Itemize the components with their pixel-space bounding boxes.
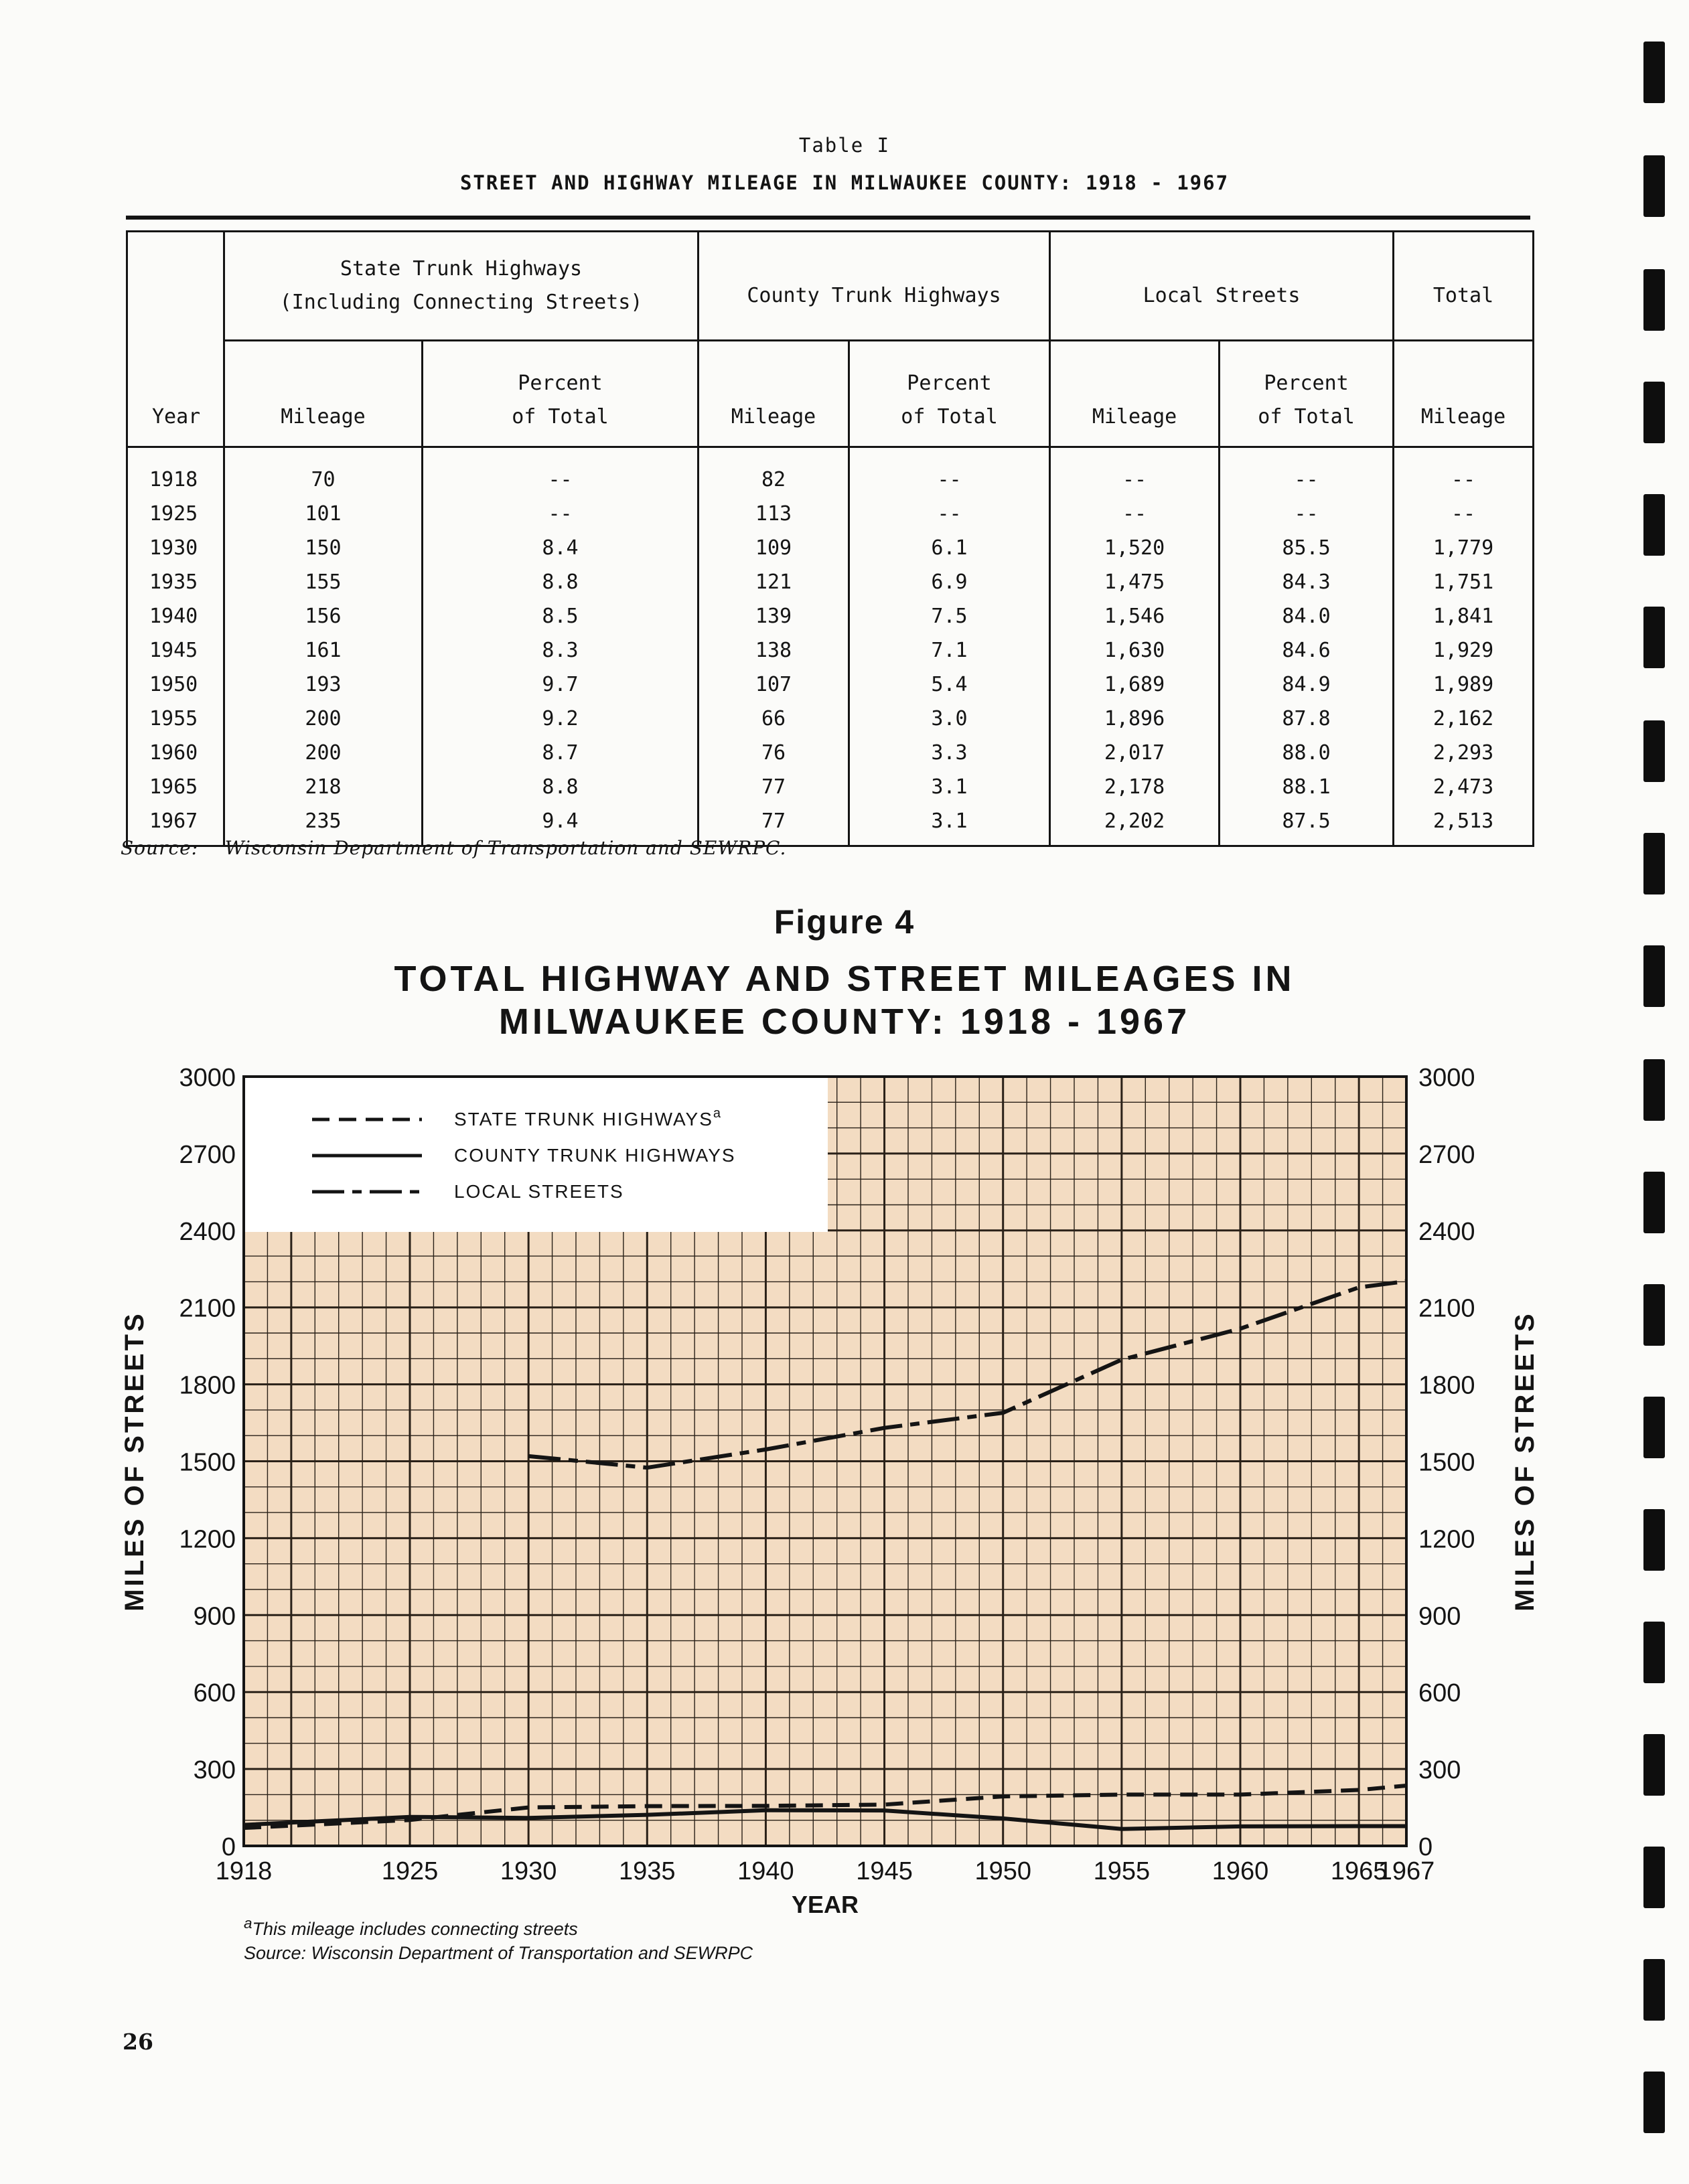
x-tick-label: 1940: [737, 1857, 794, 1885]
y-axis-title-right: MILES OF STREETS: [1510, 1311, 1540, 1612]
cell-local-mileage: --: [1050, 497, 1220, 531]
header-local-mileage: Mileage: [1050, 341, 1220, 447]
binder-hole: [1643, 2072, 1665, 2133]
cell-state-percent: --: [423, 447, 699, 497]
cell-state-mileage: 155: [224, 565, 423, 599]
y-tick-label-right: 2400: [1418, 1217, 1475, 1246]
binder-hole: [1643, 1959, 1665, 2021]
table-title: STREET AND HIGHWAY MILEAGE IN MILWAUKEE COUNTY: 1918 - 1967: [459, 171, 1230, 194]
binder-hole: [1643, 607, 1665, 668]
x-tick-label: 1950: [974, 1857, 1031, 1885]
cell-year: 1918: [127, 447, 224, 497]
cell-total-mileage: 1,929: [1394, 633, 1534, 668]
cell-state-mileage: 161: [224, 633, 423, 668]
cell-year: 1925: [127, 497, 224, 531]
cell-local-percent: 88.1: [1220, 770, 1394, 804]
cell-state-mileage: 101: [224, 497, 423, 531]
cell-local-percent: 84.0: [1220, 599, 1394, 633]
y-tick-label-right: 900: [1418, 1602, 1461, 1631]
binder-hole: [1643, 1622, 1665, 1683]
y-tick-label-left: 2700: [179, 1140, 236, 1169]
binder-hole: [1643, 945, 1665, 1007]
header-percent-line2: of Total: [512, 405, 609, 428]
y-tick-label-left: 300: [193, 1756, 236, 1785]
cell-total-mileage: --: [1394, 497, 1534, 531]
binder-hole: [1643, 1734, 1665, 1796]
cell-county-percent: 3.1: [849, 770, 1050, 804]
header-percent-line1: Percent: [518, 372, 603, 395]
y-tick-label-left: 1800: [179, 1371, 236, 1400]
cell-year: 1940: [127, 599, 224, 633]
header-local-streets: Local Streets: [1050, 232, 1394, 341]
cell-local-mileage: 1,546: [1050, 599, 1220, 633]
cell-county-percent: 3.1: [849, 804, 1050, 846]
cell-local-percent: 84.6: [1220, 633, 1394, 668]
cell-local-percent: --: [1220, 447, 1394, 497]
cell-state-percent: 9.7: [423, 668, 699, 702]
header-percent-line2: of Total: [901, 405, 998, 428]
table-number: Table I: [798, 134, 891, 157]
binder-hole: [1643, 42, 1665, 103]
cell-county-mileage: 76: [699, 736, 849, 770]
cell-state-percent: 8.8: [423, 770, 699, 804]
page-number: 26: [123, 2029, 153, 2055]
header-state-line2: (Including Connecting Streets): [279, 291, 643, 314]
cell-county-percent: --: [849, 447, 1050, 497]
x-tick-label: 1918: [215, 1857, 273, 1885]
cell-state-percent: 9.2: [423, 702, 699, 736]
cell-year: 1945: [127, 633, 224, 668]
header-percent-line2: of Total: [1258, 405, 1355, 428]
cell-state-percent: 8.7: [423, 736, 699, 770]
cell-state-mileage: 218: [224, 770, 423, 804]
legend-label: LOCAL STREETS: [454, 1181, 624, 1202]
y-tick-label-left: 1200: [179, 1525, 236, 1554]
cell-local-mileage: 1,520: [1050, 531, 1220, 565]
footnote-marker: a: [244, 1915, 252, 1932]
binder-hole: [1643, 1847, 1665, 1908]
cell-county-mileage: 82: [699, 447, 849, 497]
cell-local-mileage: --: [1050, 447, 1220, 497]
cell-local-mileage: 1,689: [1050, 668, 1220, 702]
cell-total-mileage: --: [1394, 447, 1534, 497]
cell-state-mileage: 156: [224, 599, 423, 633]
legend-label: COUNTY TRUNK HIGHWAYS: [454, 1145, 736, 1166]
binder-hole: [1643, 1284, 1665, 1346]
x-tick-label: 1945: [856, 1857, 913, 1885]
x-tick-label: 1930: [500, 1857, 557, 1885]
y-tick-label-right: 1800: [1418, 1371, 1475, 1400]
binder-hole: [1643, 833, 1665, 894]
x-tick-label: 1960: [1211, 1857, 1269, 1885]
x-tick-label: 1935: [619, 1857, 676, 1885]
cell-total-mileage: 1,841: [1394, 599, 1534, 633]
cell-local-mileage: 2,017: [1050, 736, 1220, 770]
cell-local-percent: 87.8: [1220, 702, 1394, 736]
cell-total-mileage: 1,989: [1394, 668, 1534, 702]
header-county-trunk-highways: County Trunk Highways: [699, 232, 1050, 341]
cell-local-percent: 87.5: [1220, 804, 1394, 846]
y-axis-title-left: MILES OF STREETS: [120, 1311, 149, 1612]
cell-local-mileage: 1,896: [1050, 702, 1220, 736]
x-tick-label: 1965: [1330, 1857, 1388, 1885]
cell-total-mileage: 1,779: [1394, 531, 1534, 565]
cell-state-mileage: 235: [224, 804, 423, 846]
y-tick-label-left: 600: [193, 1679, 236, 1708]
cell-local-mileage: 1,630: [1050, 633, 1220, 668]
header-percent-line1: Percent: [907, 372, 992, 395]
cell-state-percent: 8.4: [423, 531, 699, 565]
cell-local-percent: 84.9: [1220, 668, 1394, 702]
y-tick-label-right: 1200: [1418, 1525, 1475, 1554]
header-year: Year: [127, 232, 224, 447]
cell-county-mileage: 121: [699, 565, 849, 599]
y-tick-label-right: 2700: [1418, 1140, 1475, 1169]
cell-county-percent: 7.5: [849, 599, 1050, 633]
cell-county-mileage: 138: [699, 633, 849, 668]
cell-year: 1935: [127, 565, 224, 599]
header-state-mileage: Mileage: [224, 341, 423, 447]
header-percent-line1: Percent: [1264, 372, 1349, 395]
y-tick-label-right: 3000: [1418, 1064, 1475, 1092]
cell-local-percent: 85.5: [1220, 531, 1394, 565]
figure-title-line1: TOTAL HIGHWAY AND STREET MILEAGES IN: [394, 959, 1295, 999]
cell-state-mileage: 150: [224, 531, 423, 565]
cell-local-percent: 88.0: [1220, 736, 1394, 770]
header-total: Total: [1394, 232, 1534, 341]
binder-hole: [1643, 269, 1665, 331]
cell-state-percent: 8.8: [423, 565, 699, 599]
table-source-text: Wisconsin Department of Transportation and SEWRPC.: [224, 837, 787, 859]
header-state-line1: State Trunk Highways: [340, 257, 583, 281]
header-county-mileage: Mileage: [699, 341, 849, 447]
cell-county-percent: 7.1: [849, 633, 1050, 668]
cell-state-mileage: 70: [224, 447, 423, 497]
cell-county-mileage: 77: [699, 770, 849, 804]
cell-local-mileage: 1,475: [1050, 565, 1220, 599]
header-total-mileage: Mileage: [1394, 341, 1534, 447]
x-tick-label: 1967: [1378, 1857, 1435, 1885]
binder-hole: [1643, 494, 1665, 556]
figure-title-line2: MILWAUKEE COUNTY: 1918 - 1967: [498, 1002, 1191, 1042]
cell-county-mileage: 109: [699, 531, 849, 565]
cell-local-mileage: 2,178: [1050, 770, 1220, 804]
cell-total-mileage: 2,293: [1394, 736, 1534, 770]
cell-county-mileage: 139: [699, 599, 849, 633]
cell-total-mileage: 2,513: [1394, 804, 1534, 846]
cell-county-percent: 6.9: [849, 565, 1050, 599]
y-tick-label-right: 1500: [1418, 1448, 1475, 1477]
cell-county-mileage: 107: [699, 668, 849, 702]
cell-state-percent: 9.4: [423, 804, 699, 846]
y-tick-label-right: 0: [1418, 1833, 1433, 1861]
cell-county-mileage: 113: [699, 497, 849, 531]
cell-state-mileage: 200: [224, 702, 423, 736]
cell-state-mileage: 193: [224, 668, 423, 702]
cell-total-mileage: 2,162: [1394, 702, 1534, 736]
cell-county-mileage: 66: [699, 702, 849, 736]
table-source-label: Source:: [121, 837, 199, 859]
cell-year: 1955: [127, 702, 224, 736]
cell-state-percent: --: [423, 497, 699, 531]
figure-footnote: [244, 1915, 578, 1940]
x-tick-label: 1955: [1093, 1857, 1151, 1885]
binder-hole: [1643, 1509, 1665, 1571]
cell-year: 1960: [127, 736, 224, 770]
cell-total-mileage: 1,751: [1394, 565, 1534, 599]
x-axis-title: YEAR: [791, 1891, 859, 1918]
figure-number: Figure 4: [774, 903, 915, 941]
y-tick-label-left: 900: [193, 1602, 236, 1631]
footnote-text: This mileage includes connecting streets: [252, 1919, 578, 1939]
cell-county-percent: 3.0: [849, 702, 1050, 736]
y-tick-label-left: 1500: [179, 1448, 236, 1477]
cell-county-percent: 5.4: [849, 668, 1050, 702]
cell-local-mileage: 2,202: [1050, 804, 1220, 846]
y-tick-label-right: 600: [1418, 1679, 1461, 1708]
binder-hole: [1643, 382, 1665, 443]
cell-local-percent: --: [1220, 497, 1394, 531]
cell-county-percent: 6.1: [849, 531, 1050, 565]
cell-local-percent: 84.3: [1220, 565, 1394, 599]
cell-state-percent: 8.3: [423, 633, 699, 668]
y-tick-label-left: 3000: [179, 1064, 236, 1092]
cell-total-mileage: 2,473: [1394, 770, 1534, 804]
cell-county-percent: 3.3: [849, 736, 1050, 770]
cell-county-mileage: 77: [699, 804, 849, 846]
x-tick-label: 1925: [381, 1857, 439, 1885]
figure-source: Source: Wisconsin Department of Transportation and SEWRPC: [244, 1943, 753, 1963]
cell-state-mileage: 200: [224, 736, 423, 770]
cell-year: 1950: [127, 668, 224, 702]
binder-hole: [1643, 720, 1665, 782]
cell-year: 1965: [127, 770, 224, 804]
binder-hole: [1643, 1397, 1665, 1458]
y-tick-label-left: 0: [221, 1833, 236, 1861]
legend-label: STATE TRUNK HIGHWAYS$^a$: [454, 1106, 723, 1129]
binder-hole: [1643, 1172, 1665, 1233]
cell-county-percent: --: [849, 497, 1050, 531]
y-tick-label-right: 2100: [1418, 1294, 1475, 1323]
y-tick-label-left: 2100: [179, 1294, 236, 1323]
y-tick-label-left: 2400: [179, 1217, 236, 1246]
cell-year: 1967: [127, 804, 224, 846]
binder-hole: [1643, 1059, 1665, 1121]
binder-hole: [1643, 155, 1665, 217]
cell-state-percent: 8.5: [423, 599, 699, 633]
cell-year: 1930: [127, 531, 224, 565]
y-tick-label-right: 300: [1418, 1756, 1461, 1785]
